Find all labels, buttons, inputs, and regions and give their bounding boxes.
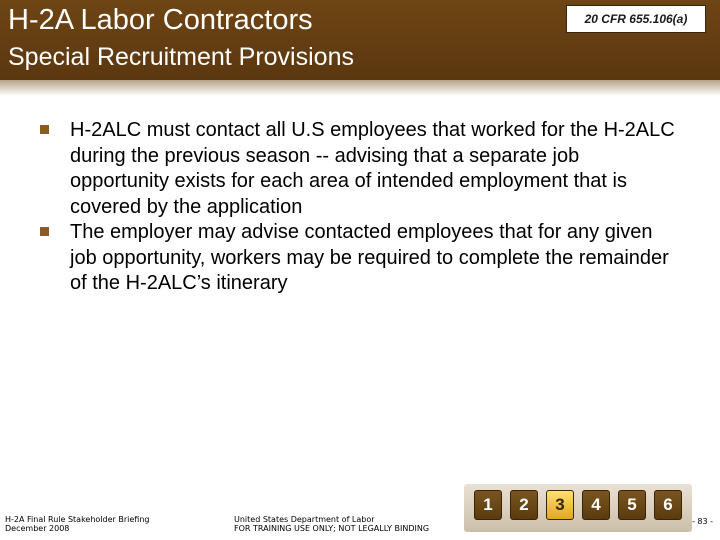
bullet-list (40, 118, 680, 297)
step-navigation (472, 484, 700, 534)
footer-department-name: United States Department of Labor (234, 515, 375, 524)
footer-briefing-date: December 2008 (5, 524, 70, 533)
step-3-button[interactable]: 3 (546, 490, 574, 520)
page-number: - 83 - (691, 517, 713, 526)
footer-disclaimer: FOR TRAINING USE ONLY; NOT LEGALLY BINDING (234, 524, 430, 533)
bullet-text: H-2ALC must contact all U.S employees that worked for the H-2ALC during the previous season -- advising that a separate job opportunity exists for each area of intended employment that is covered by the application (70, 119, 675, 218)
bullet-item (40, 220, 680, 297)
footer-briefing (5, 515, 149, 533)
slide-title: H-2A Labor Contractors (8, 4, 313, 36)
citation-badge (566, 5, 706, 33)
citation-text: 20 CFR 655.106(a) (584, 12, 688, 26)
step-1-button[interactable]: 1 (474, 490, 502, 520)
header-shadow (0, 80, 720, 96)
footer-briefing-title: H-2A Final Rule Stakeholder Briefing (5, 515, 150, 524)
step-6-button[interactable]: 6 (654, 490, 682, 520)
footer-department (234, 515, 429, 533)
square-bullet-icon (40, 125, 49, 134)
bullet-text: The employer may advise contacted employees that for any given job opportunity, workers may be required to complete the remainder of the H-2ALC’s itinerary (70, 221, 669, 294)
step-2-button[interactable]: 2 (510, 490, 538, 520)
step-4-button[interactable]: 4 (582, 490, 610, 520)
square-bullet-icon (40, 227, 49, 236)
slide-subtitle: Special Recruitment Provisions (8, 43, 354, 71)
bullet-item (40, 118, 680, 220)
step-5-button[interactable]: 5 (618, 490, 646, 520)
